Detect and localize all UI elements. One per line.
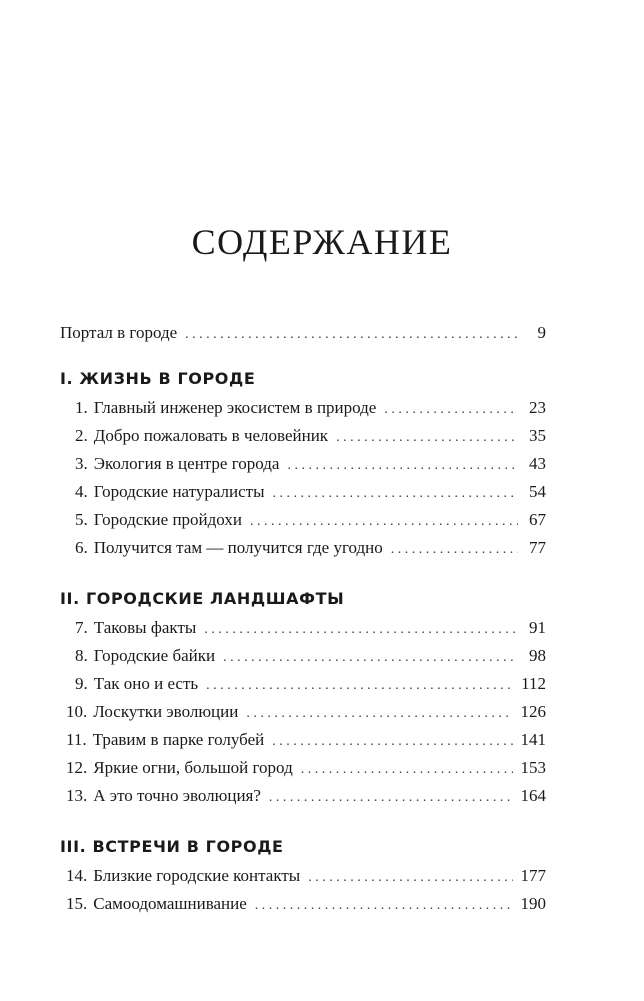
toc-entry[interactable] <box>60 670 546 698</box>
toc-entry-page: 177 <box>520 866 546 885</box>
toc-entry-page: 190 <box>520 894 546 913</box>
part-heading-3: III. ВСТРЕЧИ В ГОРОДЕ <box>60 837 284 856</box>
toc-entry-label: Главный инженер экосистем в природе <box>93 398 377 417</box>
toc-entry[interactable] <box>60 534 546 562</box>
toc-entry-label: Городские натуралисты <box>93 482 265 501</box>
toc-entry-intro[interactable] <box>60 319 546 347</box>
toc-entry[interactable] <box>60 614 546 642</box>
toc-entry-label: Портал в городе <box>60 323 178 342</box>
toc-entry[interactable] <box>60 698 546 726</box>
dot-leader <box>250 506 518 536</box>
chapter-number: 2. <box>75 426 88 445</box>
toc-entry-label: Яркие огни, большой город <box>93 758 293 777</box>
toc-entry-page: 54 <box>529 482 546 501</box>
dot-leader <box>308 862 512 892</box>
chapter-number: 5. <box>75 510 88 529</box>
dot-leader <box>273 478 518 508</box>
toc-entry-page: 9 <box>537 323 546 342</box>
toc-entry[interactable] <box>60 450 546 478</box>
toc-entry-label: Таковы факты <box>93 618 197 637</box>
toc-entry-label: Близкие городские контакты <box>93 866 301 885</box>
dot-leader <box>336 422 518 452</box>
chapter-number: 8. <box>75 646 88 665</box>
dot-leader <box>185 319 518 349</box>
toc-entry-page: 164 <box>520 786 546 805</box>
toc-entry-page: 77 <box>529 538 546 557</box>
part-heading-2: II. ГОРОДСКИЕ ЛАНДШАФТЫ <box>60 589 345 608</box>
dot-leader <box>384 394 518 424</box>
toc-entry-page: 43 <box>529 454 546 473</box>
toc-entry-page: 153 <box>520 758 546 777</box>
toc-entry-page: 23 <box>529 398 546 417</box>
toc-entry-page: 67 <box>529 510 546 529</box>
toc-entry-page: 35 <box>529 426 546 445</box>
toc-entry-page: 126 <box>520 702 546 721</box>
chapter-number: 12. <box>66 758 88 777</box>
dot-leader <box>391 534 518 564</box>
toc-entry-page: 141 <box>520 730 546 749</box>
dot-leader <box>269 782 513 812</box>
page-title: СОДЕРЖАНИЕ <box>191 222 453 262</box>
toc-entry[interactable] <box>60 642 546 670</box>
dot-leader <box>206 670 513 700</box>
toc-entry-label: Так оно и есть <box>93 674 199 693</box>
chapter-number: 10. <box>66 702 88 721</box>
toc-entry-label: Самоодомашнивание <box>93 894 247 913</box>
chapter-number: 15. <box>66 894 88 913</box>
chapter-number: 4. <box>75 482 88 501</box>
toc-entry[interactable] <box>60 726 546 754</box>
dot-leader <box>246 698 512 728</box>
toc-entry-label: А это точно эволюция? <box>93 786 261 805</box>
toc-entry-label: Экология в центре города <box>93 454 280 473</box>
table-of-contents <box>60 319 546 918</box>
chapter-number: 14. <box>66 866 88 885</box>
dot-leader <box>287 450 518 480</box>
toc-entry-label: Городские пройдохи <box>93 510 242 529</box>
dot-leader <box>204 614 518 644</box>
toc-entry-label: Городские байки <box>93 646 216 665</box>
toc-entry[interactable] <box>60 782 546 810</box>
toc-entry[interactable] <box>60 422 546 450</box>
toc-entry-label: Лоскутки эволюции <box>93 702 239 721</box>
toc-entry[interactable] <box>60 478 546 506</box>
dot-leader <box>223 642 518 672</box>
toc-entry-page: 112 <box>521 674 546 693</box>
dot-leader <box>272 726 512 756</box>
toc-entry-page: 91 <box>529 618 546 637</box>
chapter-number: 7. <box>75 618 88 637</box>
toc-entry[interactable] <box>60 890 546 918</box>
chapter-number: 6. <box>75 538 88 557</box>
toc-entry-label: Получится там — получится где угодно <box>93 538 383 557</box>
toc-entry[interactable] <box>60 754 546 782</box>
dot-leader <box>255 890 513 920</box>
chapter-number: 3. <box>75 454 88 473</box>
chapter-number: 1. <box>75 398 88 417</box>
toc-entry-label: Травим в парке голубей <box>92 730 265 749</box>
toc-entry[interactable] <box>60 394 546 422</box>
part-heading-1: I. ЖИЗНЬ В ГОРОДЕ <box>60 369 256 388</box>
chapter-number: 13. <box>66 786 88 805</box>
toc-entry[interactable] <box>60 506 546 534</box>
dot-leader <box>301 754 513 784</box>
toc-entry[interactable] <box>60 862 546 890</box>
chapter-number: 11. <box>66 730 87 749</box>
toc-entry-page: 98 <box>529 646 546 665</box>
toc-entry-label: Добро пожаловать в человейник <box>93 426 329 445</box>
chapter-number: 9. <box>75 674 88 693</box>
